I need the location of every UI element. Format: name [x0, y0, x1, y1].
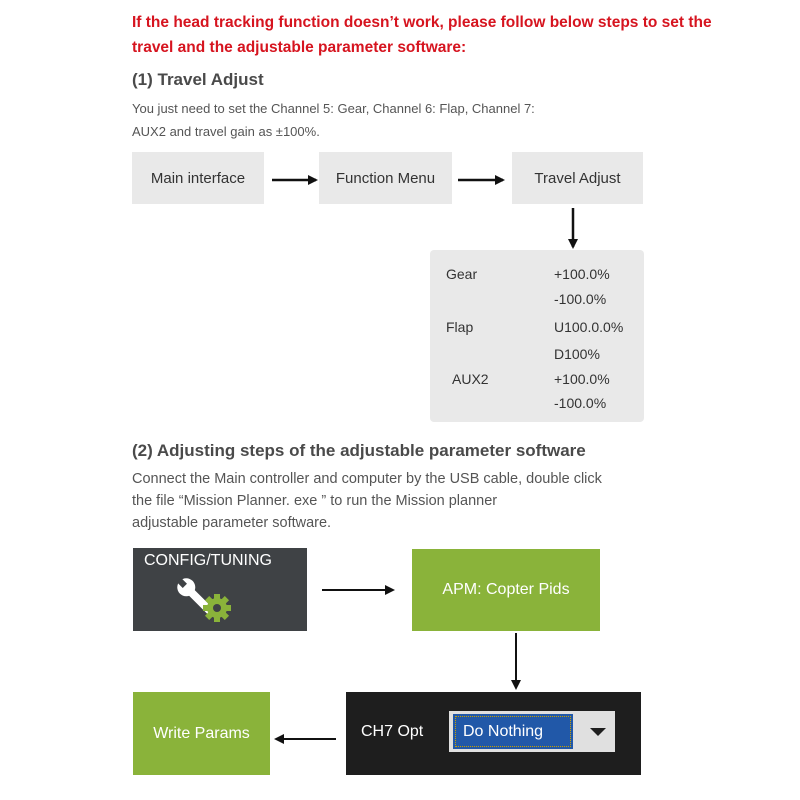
aux2-value-plus: +100.0%: [554, 371, 610, 387]
config-tuning-label: CONFIG/TUNING: [144, 552, 272, 569]
flap-label: Flap: [446, 319, 474, 335]
instruction-line: Connect the Main controller and computer by the USB cable, double click: [132, 471, 602, 487]
instruction-line: You just need to set the Channel 5: Gear, Channel 6: Flap, Channel 7:: [132, 101, 535, 116]
function-menu-box: Function Menu: [319, 152, 452, 204]
write-params-box: Write Params: [133, 692, 270, 775]
instruction-line: AUX2 and travel gain as ±100%.: [132, 124, 320, 139]
main-interface-box: Main interface: [132, 152, 264, 204]
apm-copter-pids-box: APM: Copter Pids: [412, 549, 600, 631]
instruction-line: adjustable parameter software.: [132, 515, 332, 531]
travel-adjust-heading: (1) Travel Adjust: [132, 70, 264, 89]
travel-adjust-box: Travel Adjust: [512, 152, 643, 204]
aux2-value-minus: -100.0%: [554, 395, 607, 411]
ch7-opt-selected-value[interactable]: Do Nothing: [453, 714, 573, 749]
gear-value-minus: -100.0%: [554, 291, 607, 307]
gear-value-plus: +100.0%: [554, 266, 610, 282]
instruction-line: the file “Mission Planner. exe ” to run the Mission planner: [132, 493, 498, 509]
ch7-opt-label: CH7 Opt: [361, 723, 424, 740]
flap-value-up: U100.0.0%: [554, 319, 624, 335]
warning-text: If the head tracking function doesn’t work, please follow below steps to set the travel and the adjustable parameter software:: [132, 14, 712, 56]
software-steps-heading: (2) Adjusting steps of the adjustable parameter software: [132, 441, 586, 460]
flap-value-down: D100%: [554, 346, 600, 362]
aux2-label: AUX2: [452, 371, 489, 387]
gear-label: Gear: [446, 266, 478, 282]
